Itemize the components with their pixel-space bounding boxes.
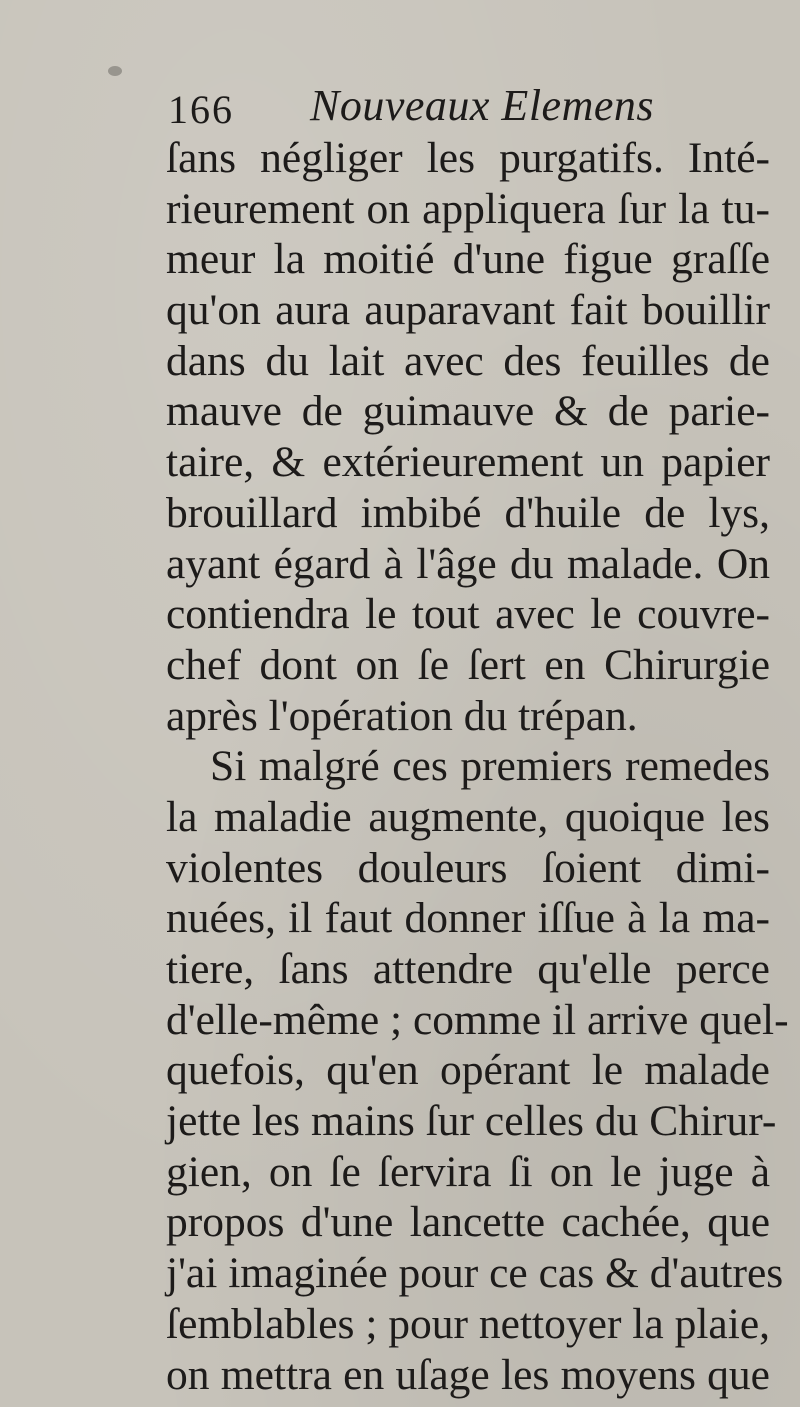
text-line: taire, & extérieurement un papier: [166, 438, 770, 487]
text-line: la maladie augmente, quoique les: [166, 792, 770, 841]
running-title: Nouveaux Elemens: [310, 81, 654, 130]
text-line: propos d'une lancette cachée, que: [166, 1198, 770, 1247]
text-line: d'elle-même ; comme il arrive quel-: [166, 995, 789, 1044]
text-line: chef dont on ſe ſert en Chirurgie: [166, 640, 770, 689]
text-line: mauve de guimauve & de parie-: [166, 387, 770, 436]
text-line: brouillard imbibé d'huile de lys,: [166, 488, 770, 537]
text-line: ſemblables ; pour nettoyer la plaie,: [166, 1299, 770, 1348]
text-line: dans du lait avec des feuilles de: [166, 336, 770, 385]
text-line: on mettra en uſage les moyens que: [166, 1350, 770, 1399]
text-line: contiendra le tout avec le couvre-: [166, 590, 770, 639]
text-line: jette les mains ſur celles du Chirur-: [166, 1097, 777, 1146]
text-line: ſans négliger les purgatifs. Inté-: [166, 134, 770, 182]
text-line: rieurement on appliquera ſur la tu-: [166, 184, 770, 233]
text-line: quefois, qu'en opérant le malade: [166, 1046, 770, 1095]
text-line: violentes douleurs ſoient dimi-: [166, 843, 770, 892]
text-line: meur la moitié d'une figue graſſe: [166, 235, 770, 284]
text-line: ayant égard à l'âge du malade. On: [166, 539, 770, 588]
text-line: qu'on aura auparavant fait bouillir: [166, 286, 770, 335]
body-text: [166, 133, 789, 1400]
page-number: 166: [168, 87, 234, 132]
ink-spot: [108, 66, 122, 76]
text-line: nuées, il faut donner iſſue à la ma-: [166, 894, 770, 943]
page-header: [168, 81, 788, 136]
text-line: Si malgré ces premiers remedes: [210, 742, 770, 791]
text-line: après l'opération du trépan.: [166, 691, 638, 740]
text-line: gien, on ſe ſervira ſi on le juge à: [166, 1147, 770, 1196]
text-line: tiere, ſans attendre qu'elle perce: [166, 945, 770, 993]
text-line: j'ai imaginée pour ce cas & d'autres: [166, 1249, 784, 1298]
